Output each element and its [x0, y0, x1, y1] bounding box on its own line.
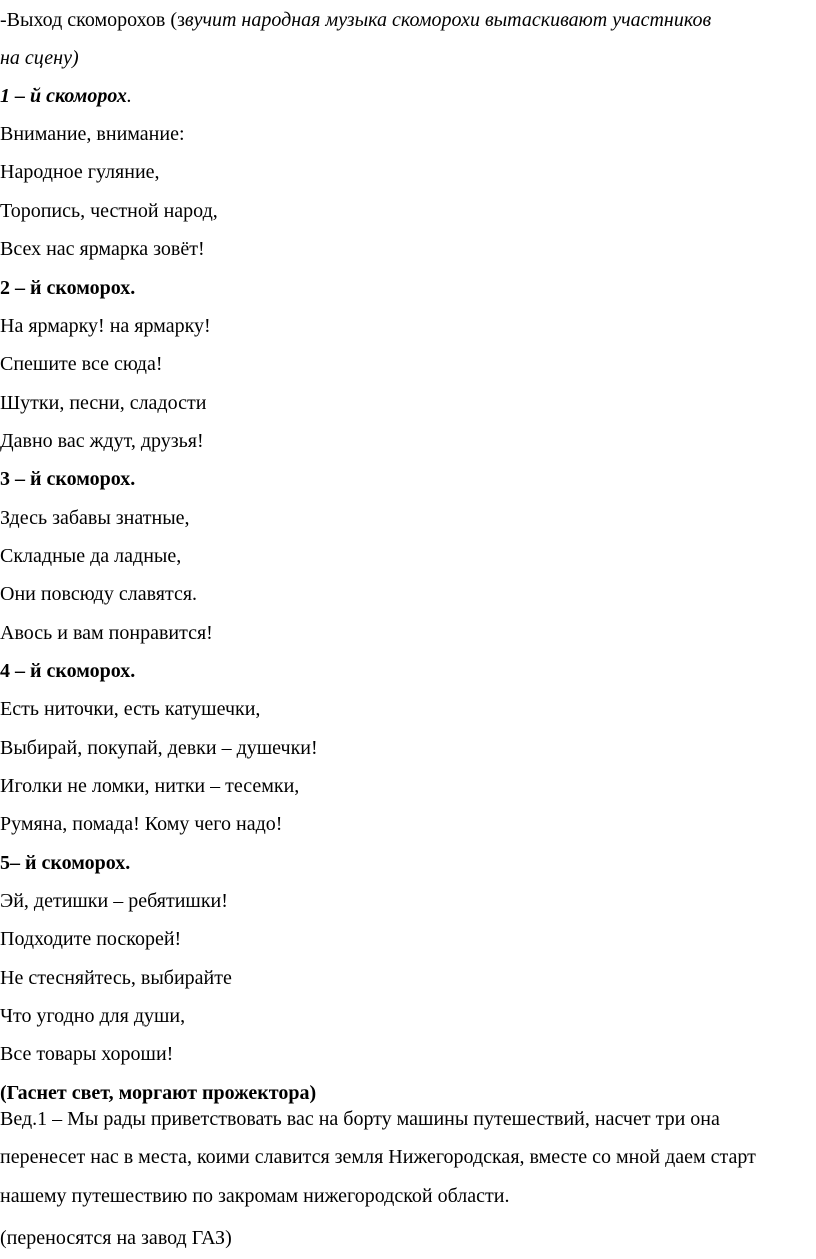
- verse-line: Иголки не ломки, нитки – тесемки,: [0, 775, 300, 797]
- speaker-3-heading: 3 – й скоморох.: [0, 468, 136, 490]
- intro-line-1: [0, 8, 711, 32]
- verse-line: Эй, детишки – ребятишки!: [0, 890, 228, 912]
- speaker-1-label: 1 – й скоморох: [0, 85, 127, 107]
- host-speech: Вед.1 – Мы рады приветствовать вас на борту машины путешествий, насчет три она перенесет нас в места, коими славится земля Нижегородская, вместе со мной даем старт нашему путешествию по закромам нижегородской области.: [0, 1108, 756, 1207]
- speaker-4-heading: 4 – й скоморох.: [0, 660, 136, 682]
- verse-line: Всех нас ярмарка зовёт!: [0, 238, 205, 260]
- intro-italic-first: з: [176, 9, 185, 31]
- speaker-2-heading: 2 – й скоморох.: [0, 277, 136, 299]
- verse-line: Они повсюду славятся.: [0, 583, 198, 605]
- verse-line: Румяна, помада! Кому чего надо!: [0, 813, 283, 835]
- verse-line: Давно вас ждут, друзья!: [0, 430, 204, 452]
- verse-line: Все товары хороши!: [0, 1043, 174, 1065]
- verse-line: Не стесняйтесь, выбирайте: [0, 967, 232, 989]
- verse-line: Народное гуляние,: [0, 161, 160, 183]
- intro-prefix: -Выход скоморохов (: [0, 9, 177, 31]
- verse-line: Торопись, честной народ,: [0, 200, 218, 222]
- speaker-1-heading: [0, 84, 132, 108]
- intro-line-2: на сцену): [0, 47, 79, 69]
- verse-line: Подходите поскорей!: [0, 928, 182, 950]
- verse-line: На ярмарку! на ярмарку!: [0, 315, 211, 337]
- intro-stage-direction: вучит народная музыка скоморохи вытаскивают участников: [184, 9, 712, 31]
- verse-line: Шутки, песни, сладости: [0, 392, 207, 414]
- verse-line: Здесь забавы знатные,: [0, 507, 190, 529]
- verse-line: Складные да ладные,: [0, 545, 182, 567]
- verse-line: Авось и вам понравится!: [0, 622, 213, 644]
- verse-line: Выбирай, покупай, девки – душечки!: [0, 737, 318, 759]
- speaker-5-heading: 5– й скоморох.: [0, 852, 131, 874]
- closing-direction: (переносятся на завод ГАЗ): [0, 1227, 232, 1249]
- verse-line: Что угодно для души,: [0, 1005, 186, 1027]
- verse-line: Спешите все сюда!: [0, 353, 163, 375]
- verse-line: Внимание, внимание:: [0, 123, 185, 145]
- speaker-1-dot: .: [126, 85, 132, 107]
- verse-line: Есть ниточки, есть катушечки,: [0, 698, 261, 720]
- stage-direction: (Гаснет свет, моргают прожектора): [0, 1082, 317, 1104]
